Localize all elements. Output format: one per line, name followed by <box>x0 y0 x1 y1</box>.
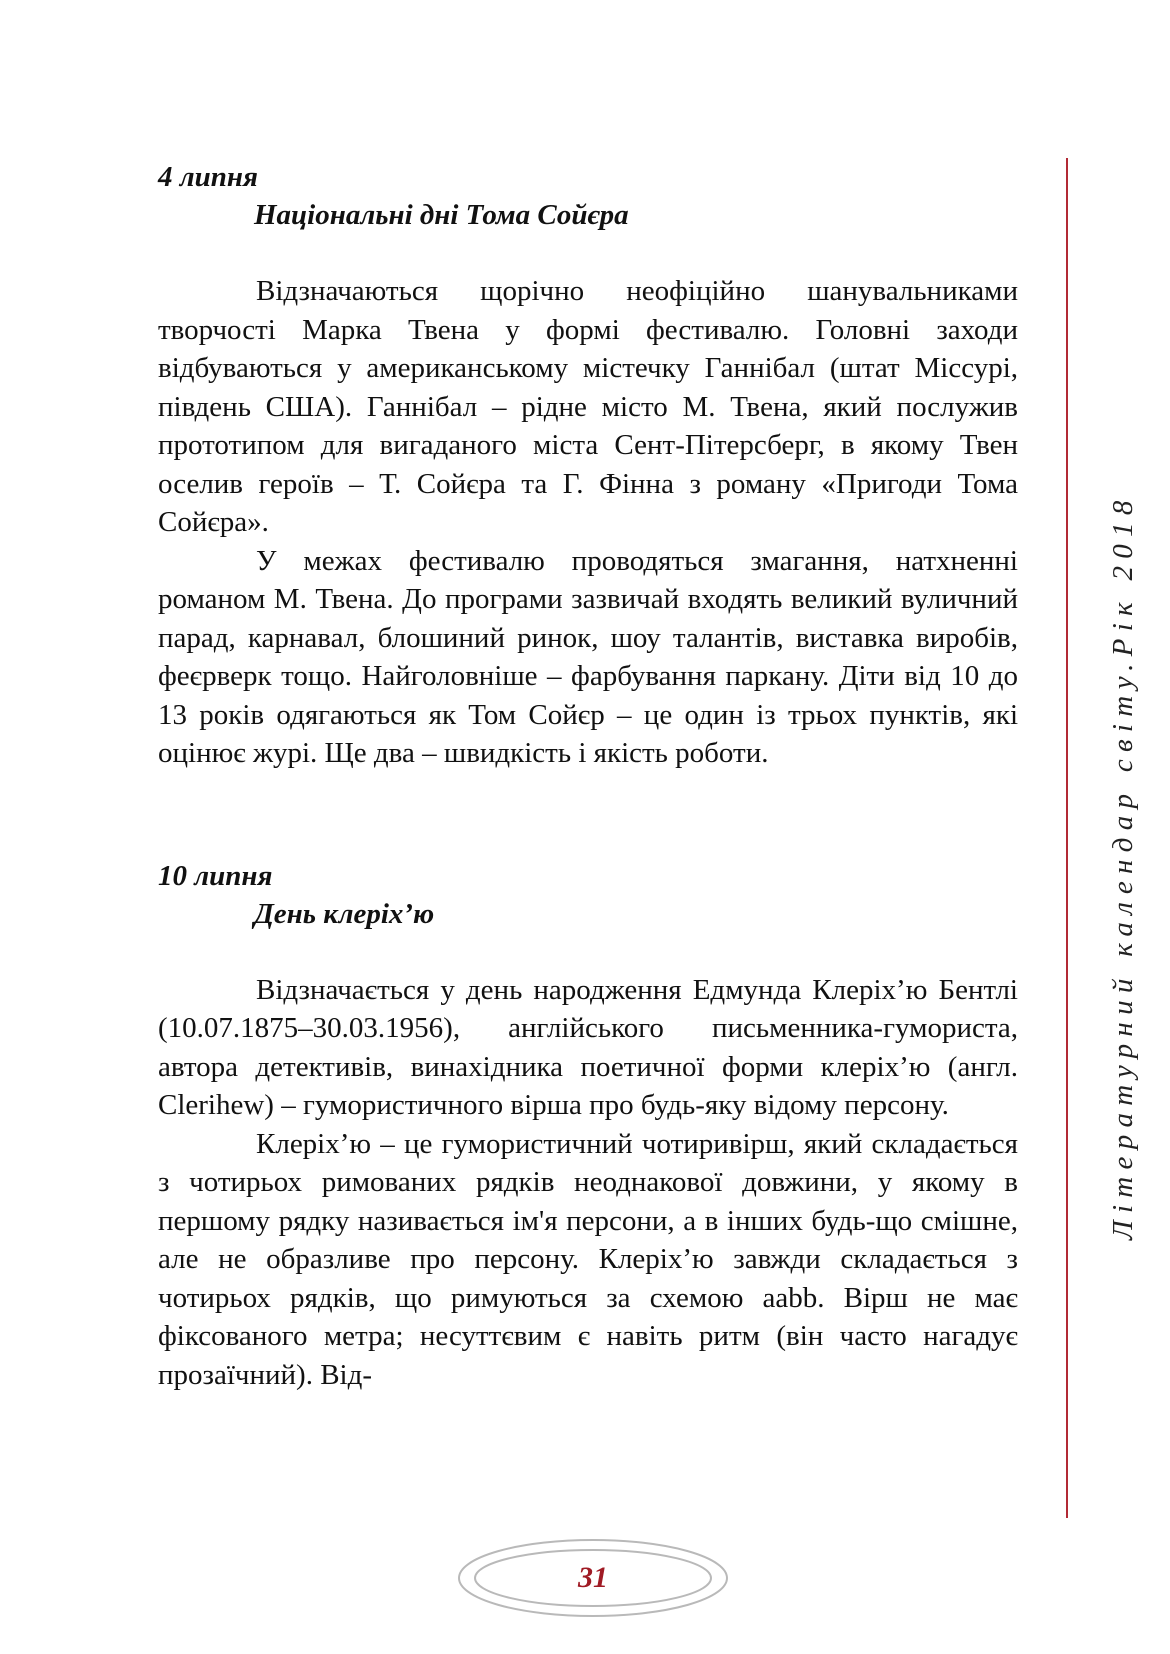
page-number-badge <box>455 1536 731 1620</box>
section-gap <box>158 773 1018 857</box>
page-number: 31 <box>578 1561 608 1594</box>
spacer <box>158 933 1018 971</box>
spacer <box>158 234 1018 272</box>
section-date: 4 липня <box>158 161 258 193</box>
section-title: Національні дні Тома Сойєра <box>254 199 629 231</box>
running-title: Літературний календар світу.Рік 2018 <box>1107 493 1139 1240</box>
section-clerihew-day <box>158 857 1018 1395</box>
paragraph: Відзначаються щорічно неофіційно шанувальниками творчості Марка Твена у формі фестивалю. Головні заходи відбуваються у американському містечку Ганнібал (штат Міссурі, південь США). Ганнібал – рідне місто М. Твена, який послужив прототипом для вигаданого міста Сент-Пітерсберг, в якому Твен оселив героїв – Т. Сойєра та Г. Фінна з роману «Пригоди Тома Сойєра». <box>158 275 1018 538</box>
section-title: День клеріх’ю <box>254 897 435 930</box>
paragraph: Відзначається у день народження Едмунда Клеріх’ю Бентлі (10.07.1875–30.03.1956), англійського письменника-гумориста, автора детективів, винахідника поетичної форми клеріх’ю (англ. Clerihew) – гумористичного вірша про будь-яку відому персону. <box>158 973 1018 1121</box>
section-date: 10 липня <box>158 859 273 892</box>
paragraph: У межах фестивалю проводяться змагання, натхненні романом М. Твена. До програми зазвичай входять великий вуличний парад, карнавал, блошиний ринок, шоу талантів, виставка виробів, феєрверк тощо. Найголовніше – фарбування паркану. Діти від 10 до 13 років одягаються як Том Сойєр – це один із трьох пунктів, які оцінює журі. Ще два – швидкість і якість роботи. <box>158 544 1018 769</box>
page-content <box>158 158 1018 1394</box>
sidebar-divider <box>1066 158 1068 1518</box>
paragraph: Клеріх’ю – це гумористичний чотиривірш, який складається з чотирьох римованих рядків неоднакової довжини, у якому в першому рядку називається ім'я персони, а в інших будь-що смішне, але не образливе про персону. Клеріх’ю завжди складається з чотирьох рядків, що римуються за схемою aabb. Вірш не має фіксованого метра; несуттєвим є навіть ритм (він часто нагадує прозаїчний). Від- <box>158 1127 1018 1391</box>
section-tom-sawyer-days <box>158 158 1018 773</box>
